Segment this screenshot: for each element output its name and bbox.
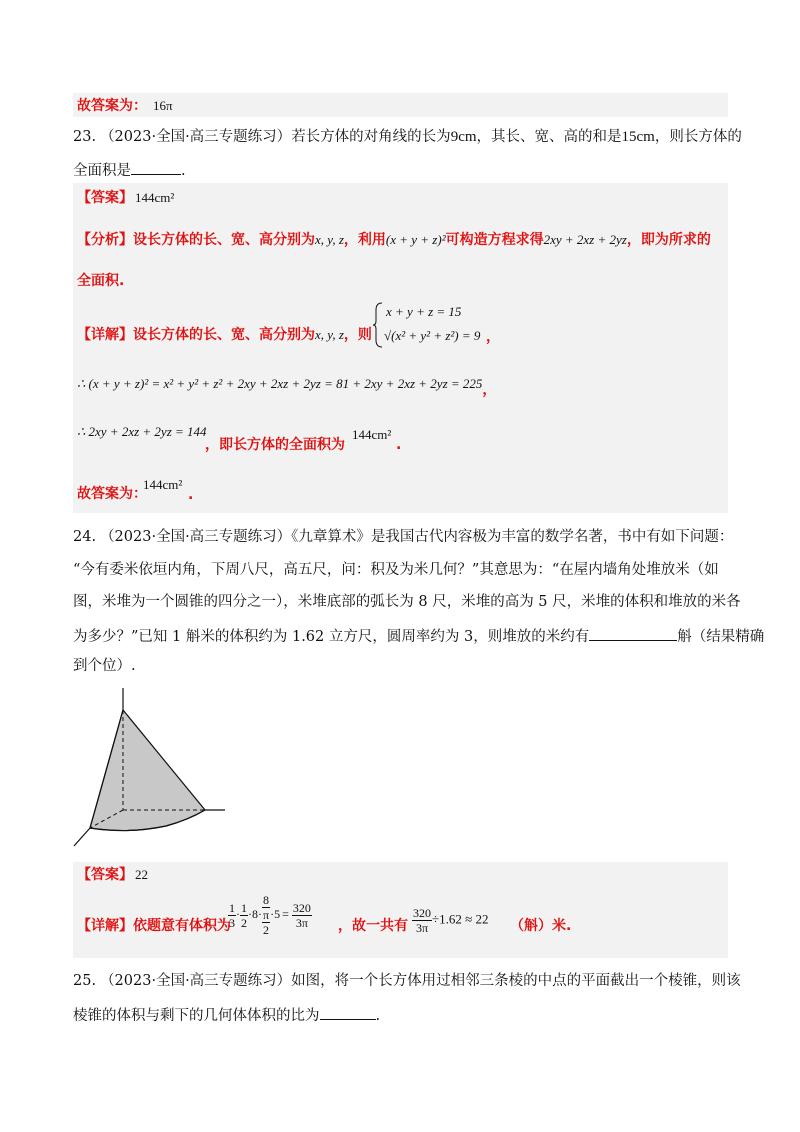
q23-answer: [77, 191, 174, 205]
detail-text: （斛）米.: [510, 918, 572, 934]
frac-num: 8: [263, 893, 270, 907]
frac-den: 3π: [295, 915, 308, 930]
question-text: .: [375, 1008, 381, 1024]
question-text: 棱锥的体积与剩下的几何体体积的比为: [73, 1008, 320, 1024]
math-expr: ÷1.62 ≈ 22: [432, 911, 489, 927]
q25-stem-line1: [73, 974, 741, 989]
solution-block-q24: [73, 862, 728, 958]
area-value: 144cm²: [352, 427, 392, 442]
q24-detail-lead: [77, 919, 231, 933]
frac-num: 1: [241, 900, 247, 915]
final-answer-label: 故答案为：: [77, 486, 147, 502]
detail-text: ，故一共有: [338, 918, 408, 934]
math-vars: x, y, z: [315, 327, 344, 342]
q25-stem-line2: [73, 1006, 380, 1024]
question-number: 24.: [73, 529, 97, 545]
question-text: 全面积是: [73, 163, 131, 179]
final-answer-value: 16π: [153, 98, 173, 113]
math-expr: (x + y + z)²: [385, 232, 446, 247]
total-expression: [412, 906, 489, 935]
answer-label: 【答案】: [77, 867, 133, 883]
detail-text: ，即长方体的全面积为: [205, 437, 345, 453]
answer-blank: [589, 627, 677, 641]
q24-answer: [77, 868, 148, 882]
fraction: [240, 901, 248, 930]
question-text: 若长方体的对角线的长为: [291, 129, 451, 145]
system-eq-2: √(x² + y² + z²) = 9: [384, 328, 481, 343]
fraction: [262, 893, 270, 937]
factor: 8: [252, 906, 258, 921]
detail-text: .: [188, 487, 194, 503]
frac-num: 320: [413, 906, 431, 920]
volume-expression: $\frac{1}{3}$ · $\frac{1}{2}$ ·8· 8 π 2 ·5 = $\frac{320}{3\pi}$: [229, 893, 311, 937]
q23-stem-line2: [73, 161, 186, 179]
detail-text: 依题意有体积为: [133, 918, 231, 934]
system-eq-1: x + y + z = 15: [386, 304, 462, 319]
detail-text: ，则: [343, 327, 372, 343]
analysis-text: ，利用: [343, 232, 386, 248]
equals: =: [282, 906, 292, 921]
frac-den: 3π: [415, 921, 429, 935]
quarter-cone-figure: [68, 684, 238, 854]
q23-analysis-line1: [77, 233, 711, 247]
detail-text: .: [396, 437, 402, 453]
cone-surface: [90, 710, 205, 831]
question-text: （2023·全国·高三专题练习）如图，将一个长方体用过相邻三条棱的中点的平面截出一个棱锥，则该: [100, 973, 741, 989]
sum-value: 15cm: [621, 129, 655, 145]
detail-text: 设长方体的长、宽、高分别为: [133, 327, 315, 343]
factor: 5: [274, 906, 281, 921]
q24-stem-line4: [73, 627, 764, 645]
question-text: 为多少？”已知 1 斛米的体积约为 1.62 立方尺，圆周率约为 3，则堆放的米约有: [73, 629, 590, 645]
fraction: [292, 901, 312, 930]
q24-stem-line5: 到个位）.: [73, 658, 136, 674]
frac-num: 320: [292, 900, 311, 915]
q24-stem-line2: “今有委米依垣内角，下周八尺，高五尺，问：积及为米几何？”其意思为：“在屋内墙角处堆放米（如: [73, 562, 719, 578]
fraction: [412, 906, 432, 935]
q24-stem-line3: 图，米堆为一个圆锥的四分之一），米堆底部的弧长为 8 尺，米堆的高为 5 尺，米堆的体积和堆放的米各: [73, 594, 741, 610]
answer-value: 144cm²: [135, 190, 175, 205]
q23-detail-line1: [77, 328, 372, 342]
q23-eq2: [77, 425, 207, 439]
depth-axis: [74, 828, 90, 846]
equation-system: [372, 302, 492, 348]
q23-eq1: [77, 376, 497, 398]
answer-blank: [131, 161, 181, 175]
frac-den: 2: [263, 923, 270, 937]
question-number: 23.: [73, 129, 97, 145]
analysis-text: 设长方体的长、宽、高分别为: [133, 232, 315, 248]
answer-value: 22: [135, 867, 148, 882]
detail-text: ，: [486, 329, 500, 345]
diagonal-value: 9cm: [450, 129, 477, 145]
question-source: （2023·全国·高三专题练习）: [100, 129, 292, 145]
frac-num: 1: [229, 900, 235, 915]
q22-final-answer: [77, 99, 173, 113]
question-text: .: [181, 163, 186, 179]
math-vars: x, y, z: [315, 232, 344, 247]
equation: ∴ 2xy + 2xz + 2yz = 144: [77, 424, 207, 439]
q24-stem-line1: [73, 530, 733, 545]
detail-label: 【详解】: [77, 918, 133, 934]
equation: ∴ (x + y + z)² = x² + y² + z² + 2xy + 2xz + 2yz = 81 + 2xy + 2xz + 2yz = 225: [77, 376, 483, 391]
question-number: 25.: [73, 973, 97, 989]
fraction: [228, 901, 236, 930]
final-answer-value: 144cm²: [143, 477, 183, 492]
analysis-text: 可构造方程求得: [445, 232, 544, 248]
analysis-label: 【分析】: [77, 232, 133, 248]
question-text: ，则长方体的: [654, 129, 742, 145]
detail-label: 【详解】: [77, 327, 133, 343]
q23-analysis-line2: 全面积.: [77, 273, 125, 289]
detail-text: ，: [482, 382, 497, 398]
question-text: 斛（结果精确: [677, 629, 765, 645]
frac-mid: π: [263, 908, 270, 922]
math-expr: 2xy + 2xz + 2yz: [543, 232, 627, 247]
question-text: （2023·全国·高三专题练习）《九章算术》是我国古代内容极为丰富的数学名著，书中有如下问题：: [100, 529, 734, 545]
frac-den: 3: [229, 915, 235, 930]
answer-label: 【答案】: [77, 190, 133, 206]
q23-stem-line1: [73, 130, 742, 145]
analysis-text: ，即为所求的: [626, 232, 711, 248]
frac-den: 2: [241, 915, 247, 930]
question-text: ，其长、宽、高的和是: [476, 129, 622, 145]
final-answer-label: 故答案为：: [77, 98, 147, 114]
answer-blank: [320, 1006, 376, 1020]
